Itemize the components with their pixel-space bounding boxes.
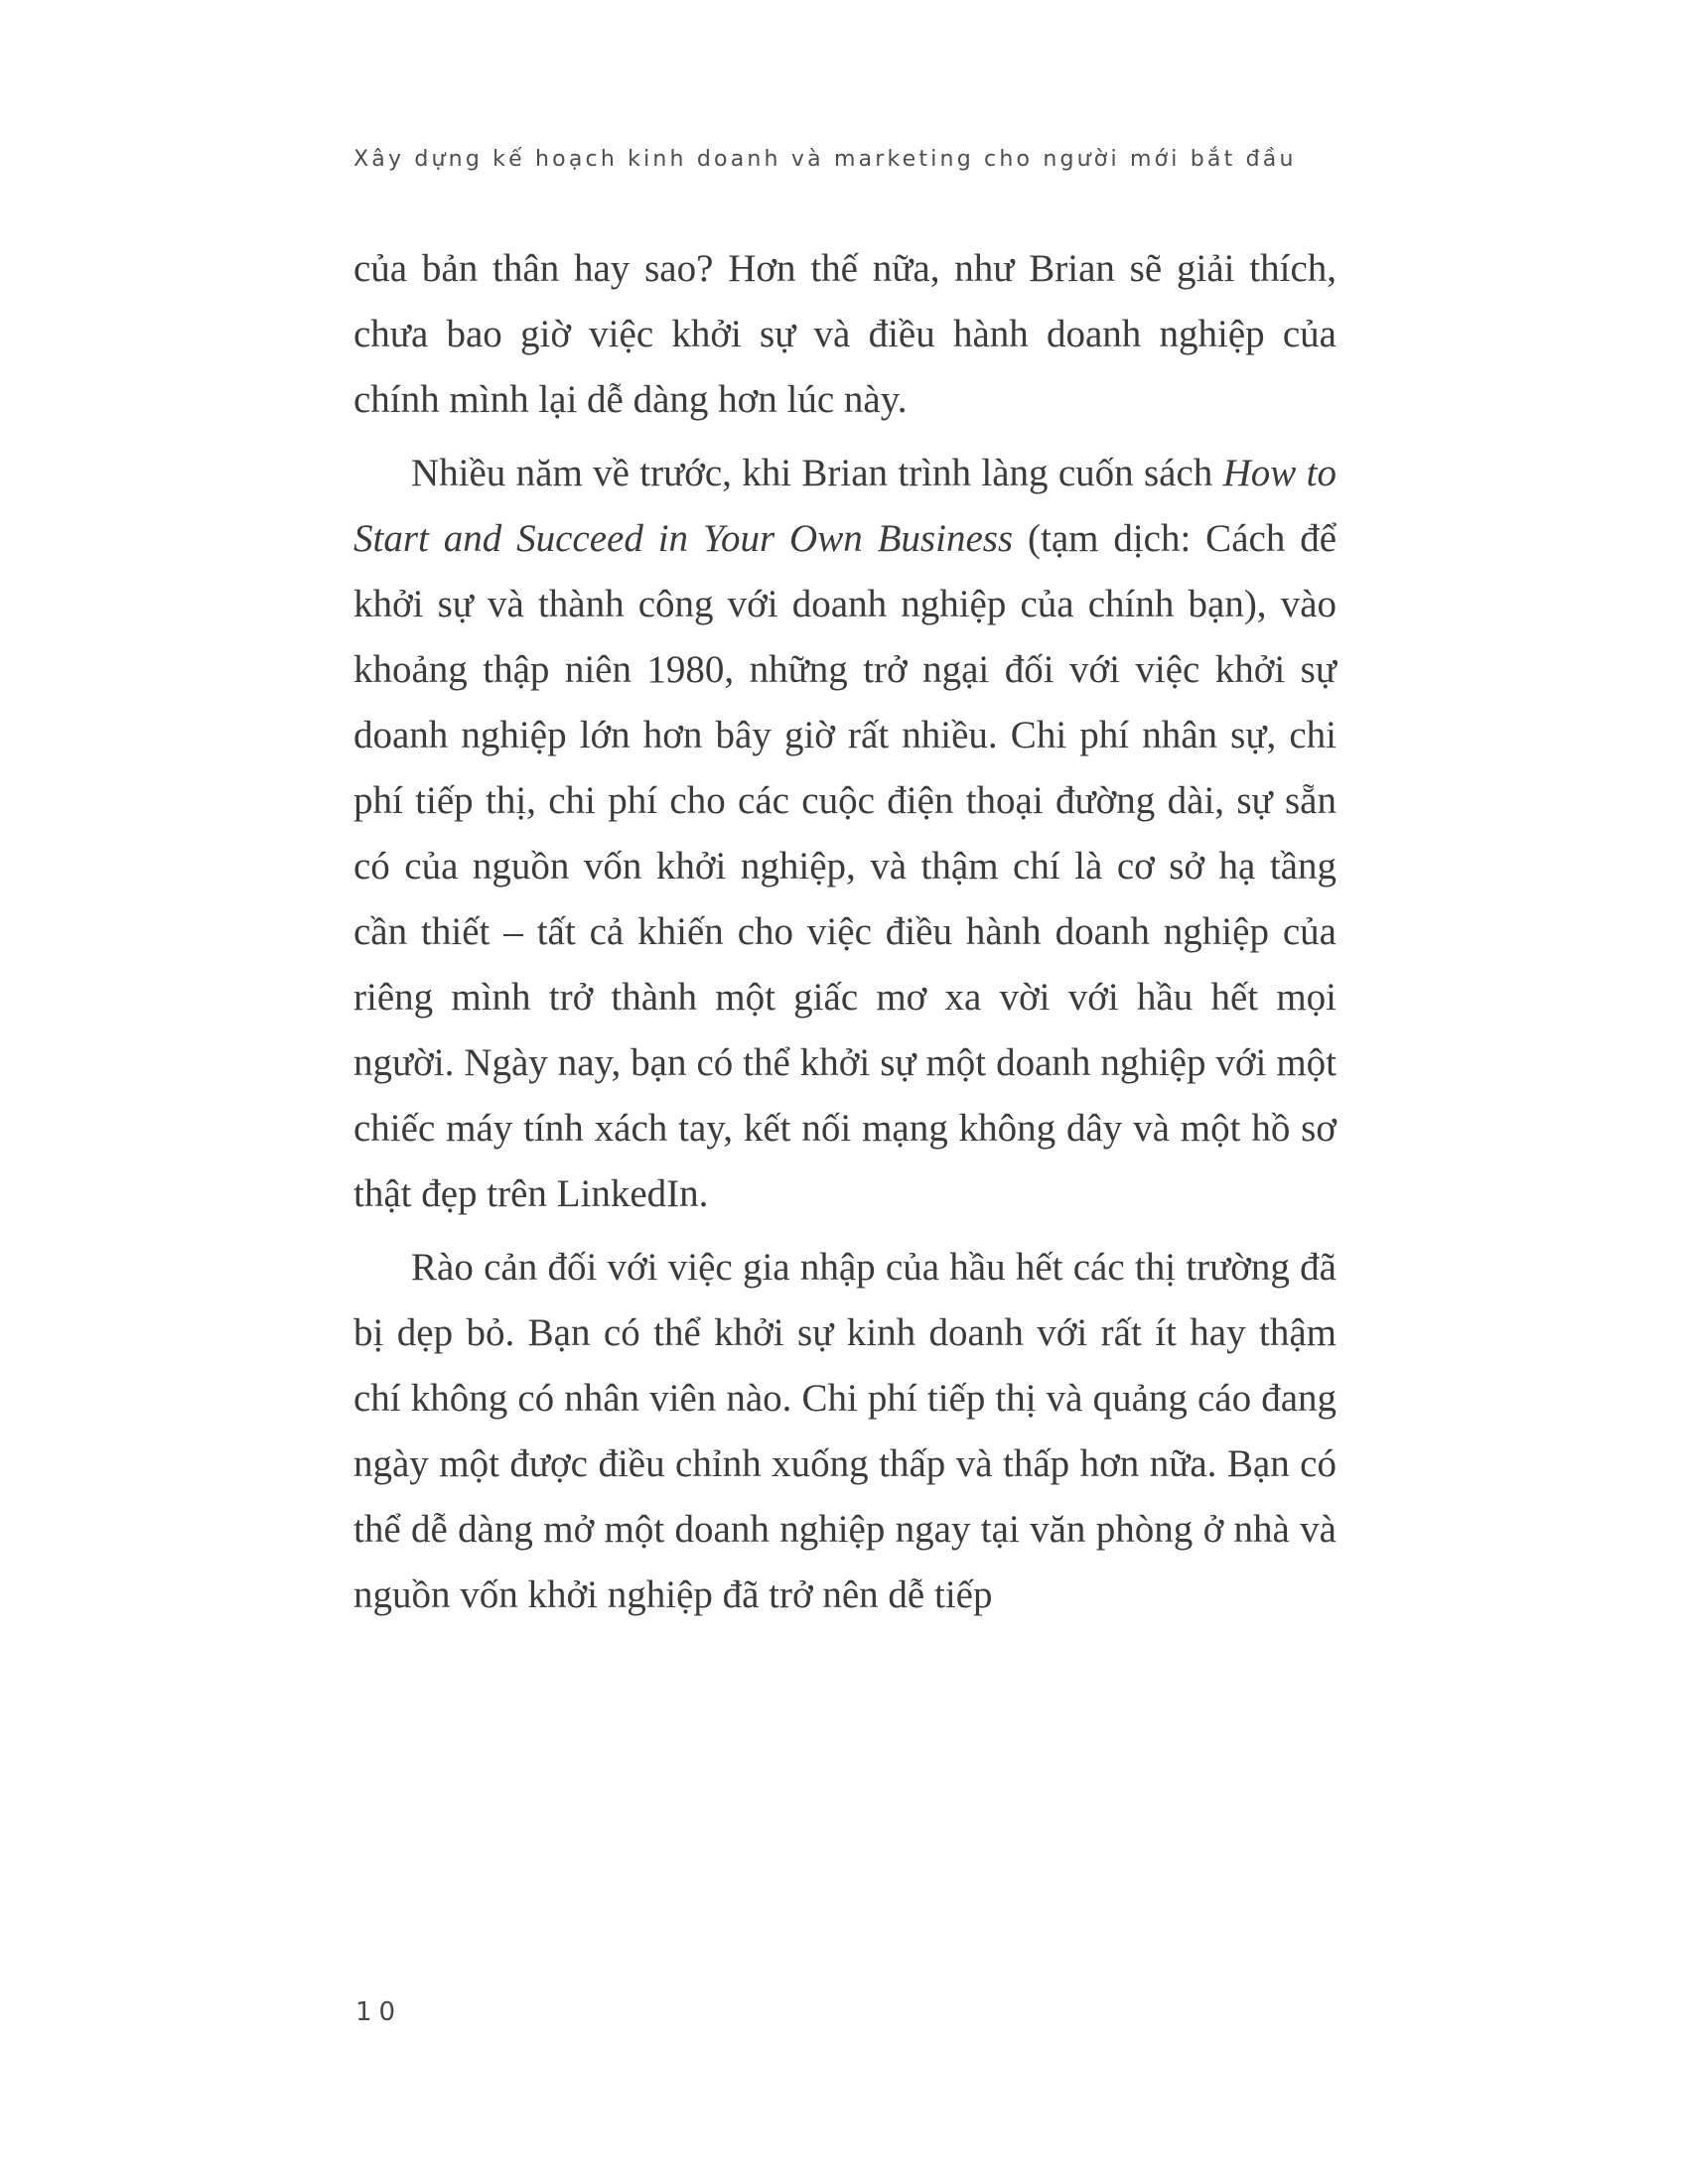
paragraph-1: của bản thân hay sao? Hơn thế nữa, như Brian sẽ giải thích, chưa bao giờ việc khởi sự và điều hành doanh nghiệp của chính mình lại dễ dàng hơn lúc này. <box>353 247 1336 421</box>
book-title-italic: How to Start and Succeed in Your Own Business <box>353 452 1336 560</box>
paragraph-2-text-post: (tạm dịch: Cách để khởi sự và thành công với doanh nghiệp của chính bạn), vào khoảng thập niên 1980, những trở ngại đối với việc khởi sự doanh nghiệp lớn hơn bây giờ rất nhiều. Chi phí nhân sự, chi phí tiếp thị, chi phí cho các cuộc điện thoại đường dài, sự sẵn có của nguồn vốn khởi nghiệp, và thậm chí là cơ sở hạ tầng cần thiết – tất cả khiến cho việc điều hành doanh nghiệp của riêng mình trở thành một giấc mơ xa vời với hầu hết mọi người. Ngày nay, bạn có thể khởi sự một doanh nghiệp với một chiếc máy tính xách tay, kết nối mạng không dây và một hồ sơ thật đẹp trên LinkedIn. <box>353 517 1336 1215</box>
paragraph-2 <box>353 441 1336 1227</box>
paragraph-3: Rào cản đối với việc gia nhập của hầu hết các thị trường đã bị dẹp bỏ. Bạn có thể khởi sự kinh doanh với rất ít hay thậm chí không có nhân viên nào. Chi phí tiếp thị và quảng cáo đang ngày một được điều chỉnh xuống thấp và thấp hơn nữa. Bạn có thể dễ dàng mở một doanh nghiệp ngay tại văn phòng ở nhà và nguồn vốn khởi nghiệp đã trở nên dễ tiếp <box>353 1246 1336 1616</box>
page-number: 10 <box>355 1997 403 2027</box>
page-body <box>353 236 1336 1636</box>
running-header: Xây dựng kế hoạch kinh doanh và marketing cho người mới bắt đầu <box>353 147 1297 172</box>
paragraph-2-text-pre: Nhiều năm về trước, khi Brian trình làng cuốn sách <box>411 452 1223 494</box>
